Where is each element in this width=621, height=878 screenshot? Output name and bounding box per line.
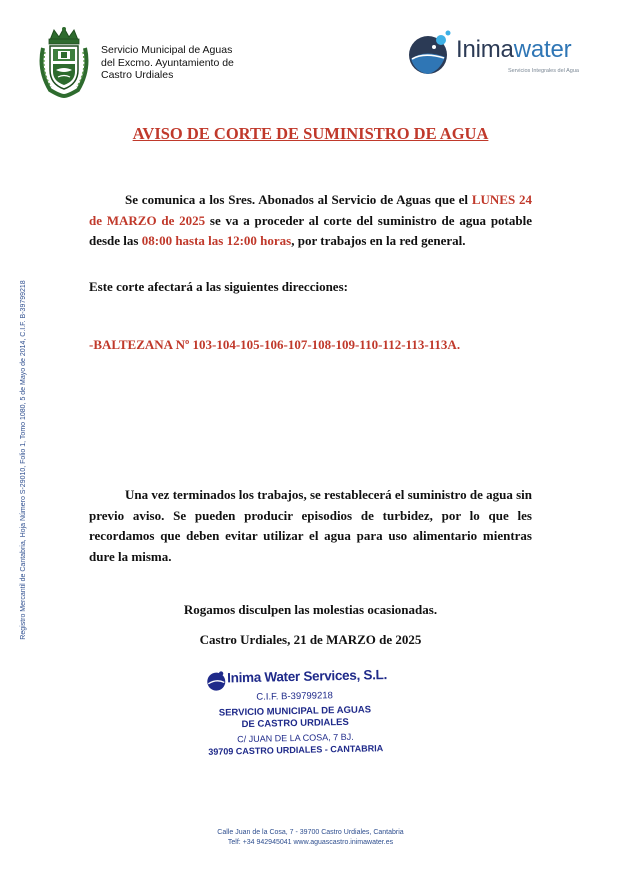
municipal-service-name bbox=[101, 44, 234, 82]
company-stamp bbox=[199, 663, 391, 767]
notice-paragraph-affected: Este corte afectará a las siguientes direcciones: bbox=[89, 279, 348, 294]
logo-tagline: Servicios Integrales del Agua bbox=[508, 68, 579, 74]
municipal-line: Castro Urdiales bbox=[101, 69, 174, 81]
stamp-line: 39709 CASTRO URDIALES - CANTABRIA bbox=[208, 743, 384, 757]
inimawater-logo bbox=[404, 28, 600, 80]
notice-dateline: Castro Urdiales, 21 de MARZO de 2025 bbox=[199, 632, 422, 647]
restore-text: Una vez terminados los trabajos, se restablecerá el suministro de agua sin previo aviso. Se pueden producir episodios de turbidez, por lo que les recordamos que deben evitar utilizar el agua para uso alimentario mientras dure la misma. bbox=[89, 487, 532, 564]
stamp-company-name: Inima Water Services, S.L. bbox=[227, 667, 388, 686]
footer-address: Calle Juan de la Cosa, 7 - 39700 Castro Urdiales, Cantabria bbox=[217, 829, 404, 836]
coat-of-arms-icon bbox=[36, 26, 92, 98]
logo-wordmark bbox=[456, 36, 571, 64]
water-drop-logo-icon bbox=[404, 28, 454, 78]
stamp-cif: C.I.F. B-39799218 bbox=[256, 690, 334, 703]
municipal-line: Servicio Municipal de Aguas bbox=[101, 44, 233, 56]
closing-apology: Rogamos disculpen las molestias ocasionadas. bbox=[183, 602, 438, 617]
stamp-line: DE CASTRO URDIALES bbox=[241, 716, 349, 731]
intro-text-end: , por trabajos en la red general. bbox=[291, 233, 466, 248]
logo-wordmark-part2: water bbox=[513, 36, 572, 63]
footer-contact: Telf: +34 942945041 www.aguascastro.inimawater.es bbox=[227, 839, 394, 846]
municipal-line: del Excmo. Ayuntamiento de bbox=[101, 56, 234, 69]
notice-title: AVISO DE CORTE DE SUMINISTRO DE AGUA bbox=[132, 124, 489, 143]
logo-wordmark-part1: Inima bbox=[456, 36, 514, 63]
stamp-line: C/ JUAN DE LA COSA, 7 BJ. bbox=[237, 731, 354, 745]
notice-paragraph-intro bbox=[89, 190, 532, 252]
stamp-line: SERVICIO MUNICIPAL DE AGUAS bbox=[218, 704, 372, 719]
cut-date: LUNES 24 de MARZO de 2025 bbox=[89, 192, 533, 228]
page-footer bbox=[0, 828, 621, 848]
stamp-logo-icon bbox=[205, 669, 227, 691]
affected-address: -BALTEZANA Nº 103-104-105-106-107-108-109-110-112-113-113A. bbox=[89, 337, 461, 352]
intro-text: Se comunica a los Sres. Abonados al Servicio de Aguas que el bbox=[125, 192, 469, 207]
notice-paragraph-restore bbox=[89, 485, 532, 567]
cut-time: 08:00 hasta las 12:00 horas bbox=[141, 233, 292, 248]
intro-text-cont: se va a proceder al corte del suministro de agua potable desde las bbox=[89, 212, 532, 248]
registry-note: Registro Mercantil de Cantabria, Hoja Número S-29010, Folio 1, Tomo 1080, 5 de Mayo de 2014, C.I.F. B-39799218 bbox=[20, 280, 27, 640]
